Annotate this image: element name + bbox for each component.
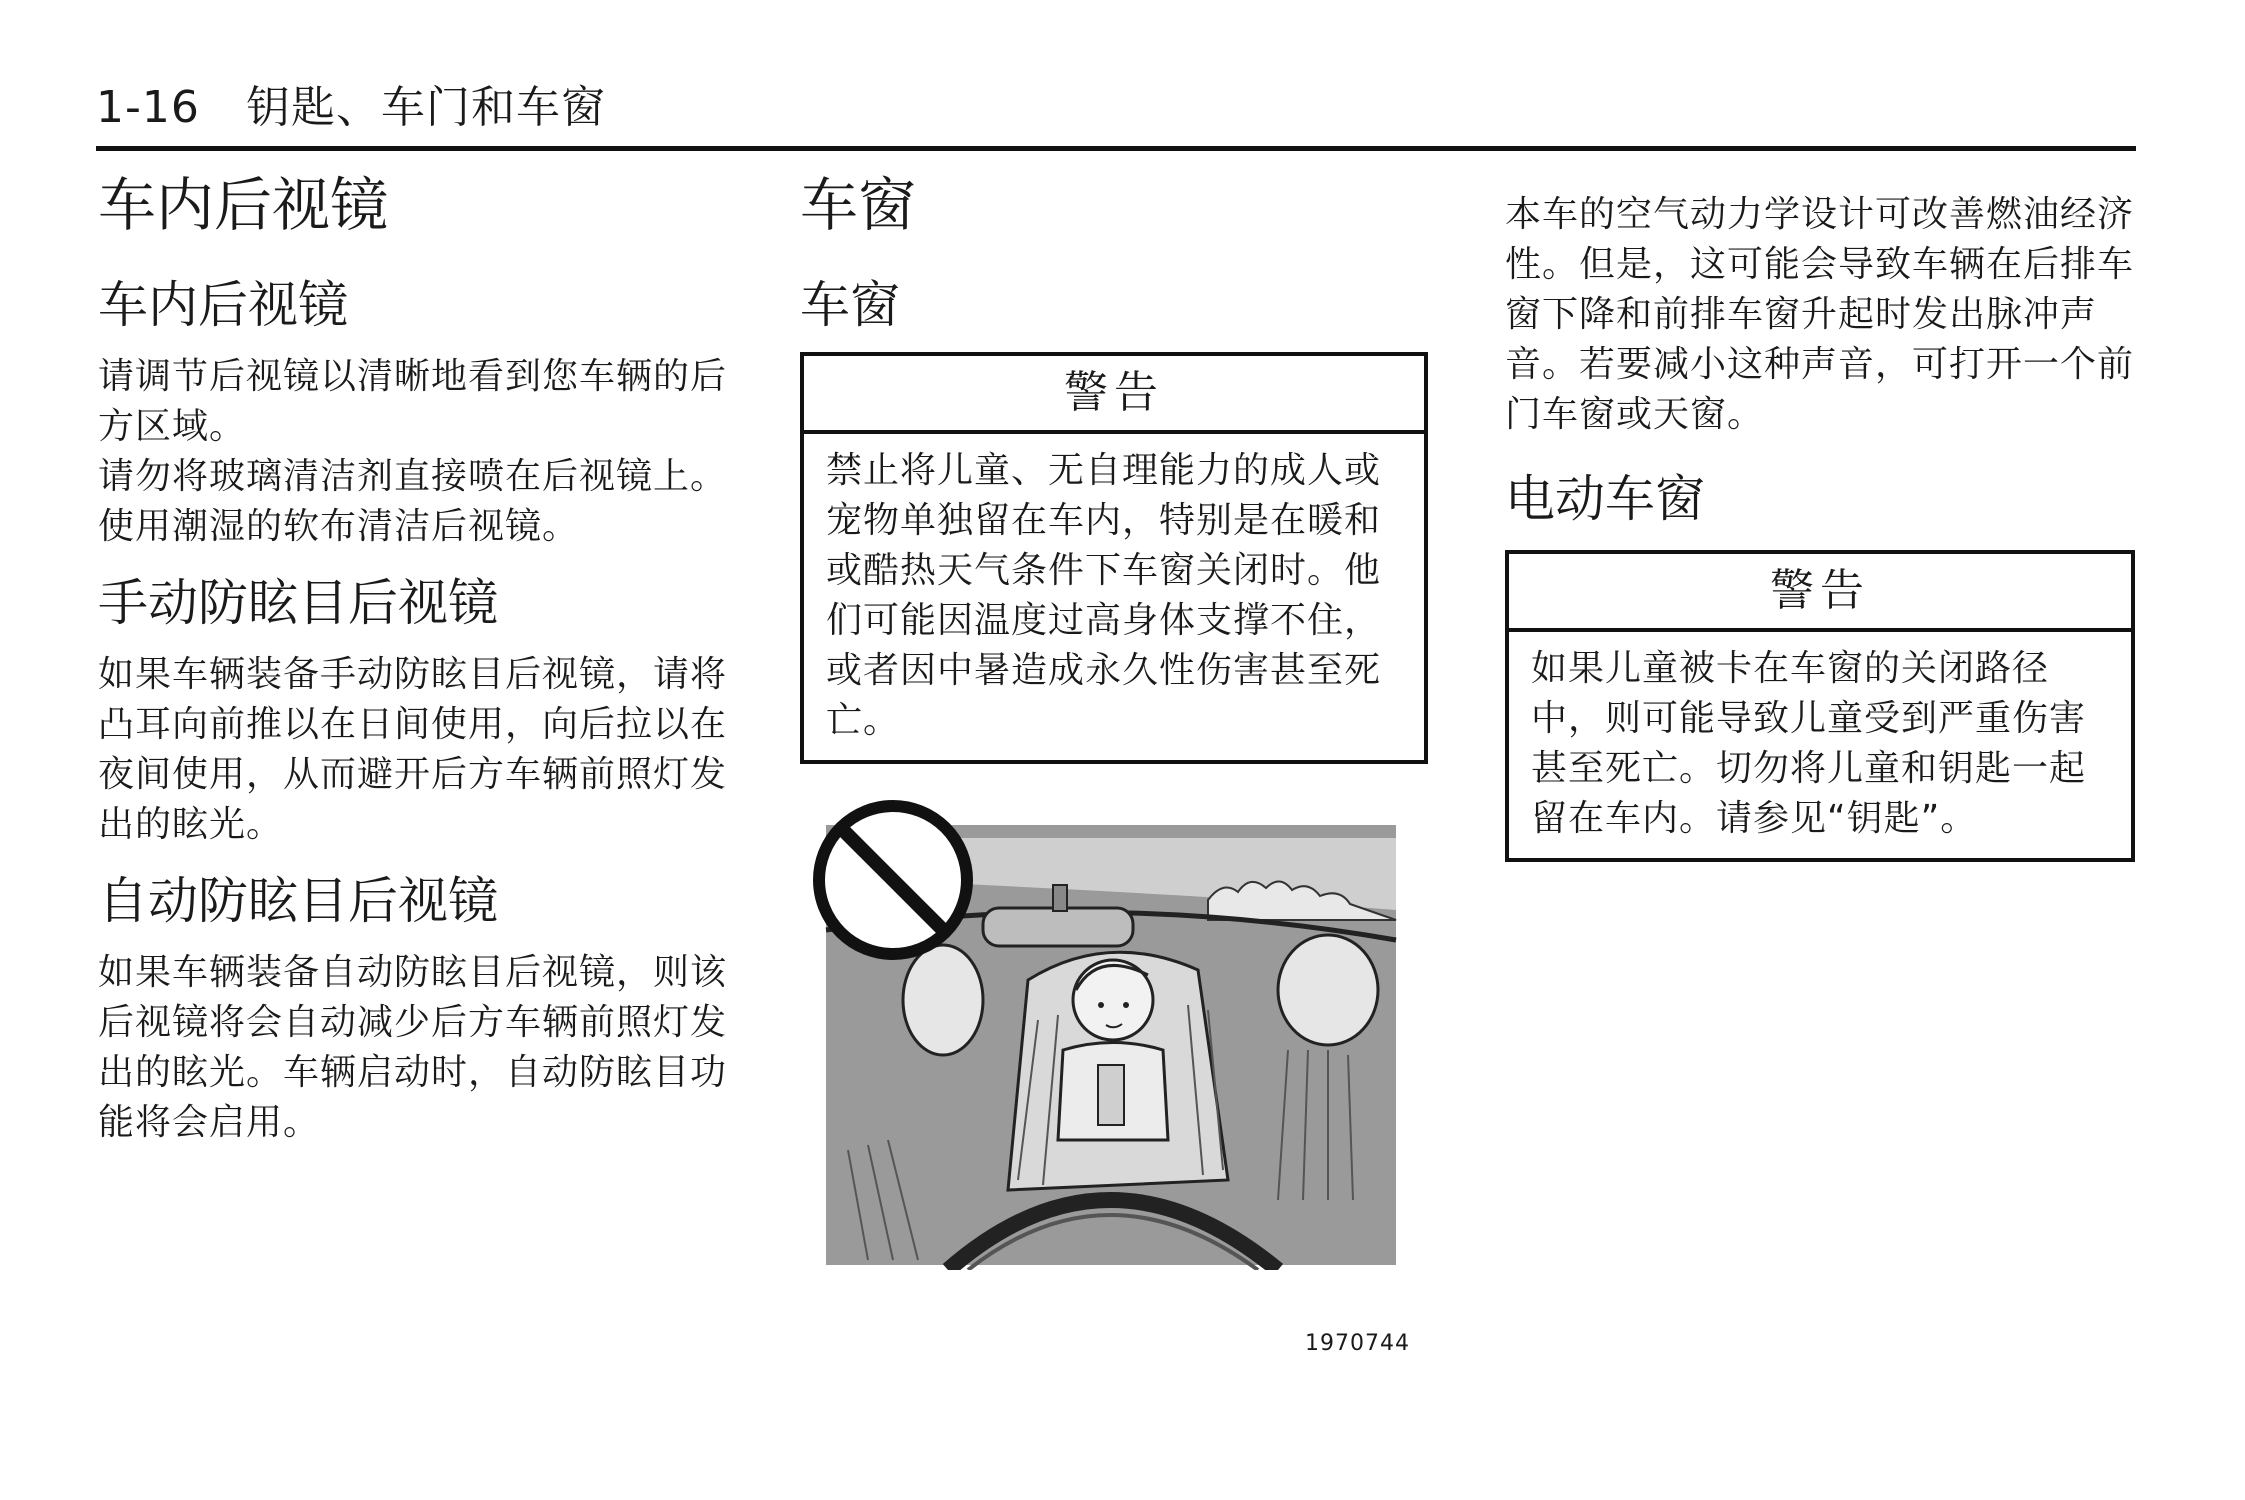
warning-text: 禁止将儿童、无自理能力的成人或宠物单独留在车内，特别是在暖和或酷热天气条件下车窗关闭时。他们可能因温度过高身体支撑不住，或者因中暑造成永久性伤害甚至死亡。 bbox=[826, 450, 1382, 741]
left-column bbox=[98, 168, 738, 1148]
warning-text: 如果儿童被卡在车窗的关闭路径中，则可能导致儿童受到严重伤害甚至死亡。切勿将儿童和钥匙一起留在车内。请参见“钥匙”。 bbox=[1531, 648, 2087, 839]
paragraph-aerodynamics: 本车的空气动力学设计可改善燃油经济性。但是，这可能会导致车辆在后排车窗下降和前排车窗升起时发出脉冲声音。若要减小这种声音，可打开一个前门车窗或天窗。 bbox=[1505, 194, 2135, 435]
page-header bbox=[96, 80, 606, 136]
warning-title: 警告 bbox=[1509, 554, 2131, 632]
paragraph-manual-dimming: 如果车辆装备手动防眩目后视镜，请将凸耳向前推以在日间使用，向后拉以在夜间使用，从而避开后方车辆前照灯发出的眩光。 bbox=[98, 654, 728, 845]
heading-power-windows: 电动车窗 bbox=[1505, 470, 1705, 528]
paragraph-clean-mirror: 请勿将玻璃清洁剂直接喷在后视镜上。使用潮湿的软布清洁后视镜。 bbox=[98, 456, 728, 547]
right-column bbox=[1505, 190, 2135, 862]
paragraph-auto-dimming: 如果车辆装备自动防眩目后视镜，则该后视镜将会自动减少后方车辆前照灯发出的眩光。车辆启动时，自动防眩目功能将会启用。 bbox=[98, 952, 728, 1143]
section-title-interior-mirror: 车内后视镜 bbox=[98, 171, 389, 239]
heading-interior-mirror: 车内后视镜 bbox=[98, 276, 348, 334]
warning-box-children bbox=[800, 352, 1428, 764]
page-number: 1-16 bbox=[96, 82, 200, 133]
heading-auto-dimming: 自动防眩目后视镜 bbox=[98, 872, 498, 930]
heading-windows: 车窗 bbox=[800, 276, 900, 334]
middle-column bbox=[800, 168, 1428, 764]
warning-box-power-windows bbox=[1505, 550, 2135, 862]
warning-title: 警告 bbox=[804, 356, 1424, 434]
figure-id: 1970744 bbox=[1305, 1331, 1410, 1356]
header-divider bbox=[96, 146, 2136, 151]
chapter-title: 钥匙、车门和车窗 bbox=[246, 82, 606, 133]
paragraph-adjust-mirror: 请调节后视镜以清晰地看到您车辆的后方区域。 bbox=[98, 356, 728, 447]
heading-manual-dimming: 手动防眩目后视镜 bbox=[98, 574, 498, 632]
child-in-car-illustration bbox=[808, 800, 1400, 1270]
section-title-windows: 车窗 bbox=[800, 171, 917, 239]
